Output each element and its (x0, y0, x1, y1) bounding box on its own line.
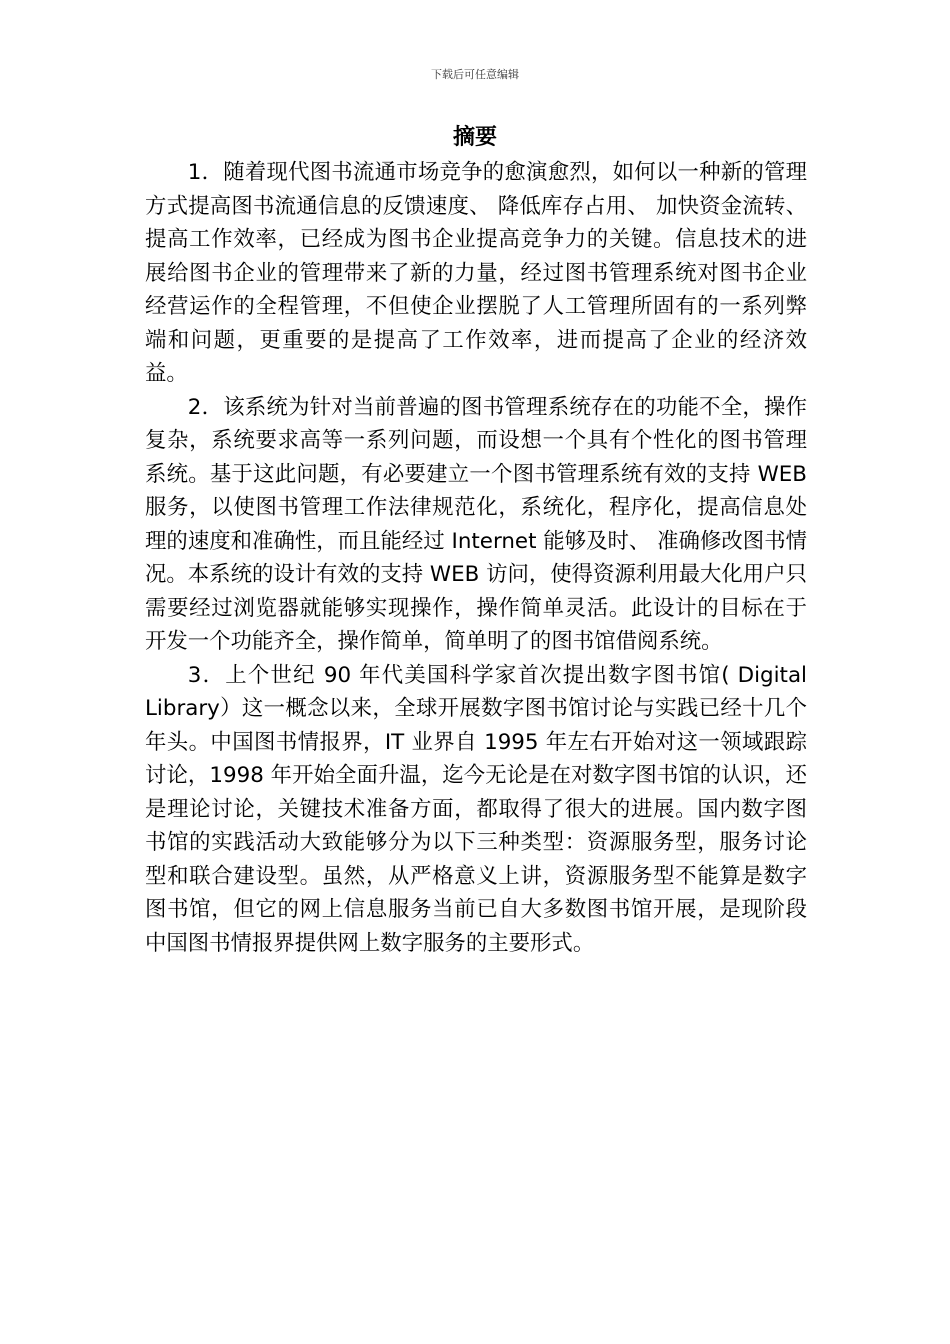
abstract-body (145, 156, 807, 960)
paragraph-2: 2．该系统为针对当前普遍的图书管理系统存在的功能不全，操作复杂，系统要求高等一系列问题，而设想一个具有个性化的图书管理系统。基于这此问题，有必要建立一个图书管理系统有效的支持 WEB 服务，以使图书管理工作法律规范化，系统化，程序化，提高信息处理的速度和准确性，而且能经过 Internet 能够及时、 准确修改图书情况。本系统的设计有效的支持 WEB 访问，使得资源利用最大化用户只需要经过浏览器就能够实现操作，操作简单灵活。此设计的目标在于开发一个功能齐全，操作简单，简单明了的图书馆借阅系统。 (145, 394, 807, 654)
page-title: 摘要 (452, 125, 497, 150)
paragraph-3: 3．上个世纪 90 年代美国科学家首次提出数字图书馆( Digital Library）这一概念以来，全球开展数字图书馆讨论与实践已经十几个年头。中国图书情报界，IT 业界自 1995 年左右开始对这一领域跟踪讨论，1998 年开始全面升温，迄今无论是在对数字图书馆的认识，还是理论讨论，关键技术准备方面，都取得了很大的进展。国内数字图书馆的实践活动大致能够分为以下三种类型：资源服务型，服务讨论型和联合建设型。虽然，从严格意义上讲，资源服务型不能算是数字图书馆，但它的网上信息服务当前已自大多数图书馆开展，是现阶段中国图书情报界提供网上数字服务的主要形式。 (145, 662, 807, 956)
paragraph-1: 1．随着现代图书流通市场竞争的愈演愈烈，如何以一种新的管理方式提高图书流通信息的反馈速度、 降低库存占用、 加快资金流转、 提高工作效率，已经成为图书企业提高竞争力的关键。信息技术的进展给图书企业的管理带来了新的力量，经过图书管理系统对图书企业经营运作的全程管理，不但使企业摆脱了人工管理所固有的一系列弊端和问题，更重要的是提高了工作效率，进而提高了企业的经济效益。 (145, 160, 807, 386)
page-header-note: 下载后可任意编辑 (431, 68, 519, 81)
